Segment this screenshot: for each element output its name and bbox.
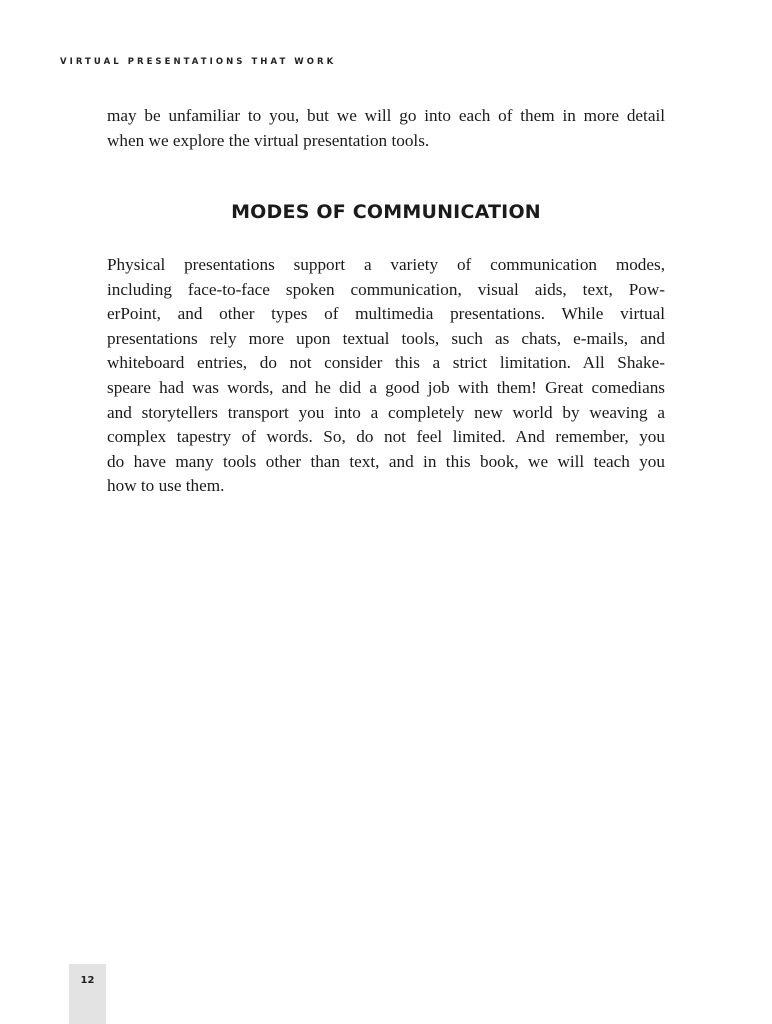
running-head: VIRTUAL PRESENTATIONS THAT WORK <box>60 57 337 67</box>
text-line: do have many tools other than text, and in this book, we will teach you <box>107 451 665 471</box>
page-number: 12 <box>80 975 95 986</box>
text-line: when we explore the virtual presentation tools. <box>107 130 430 150</box>
page-number-tab <box>69 964 106 1024</box>
section-heading: MODES OF COMMUNICATION <box>231 201 541 223</box>
text-line: including face-to-face spoken communication, visual aids, text, Pow- <box>107 279 665 299</box>
text-line: speare had was words, and he did a good job with them! Great comedians <box>107 377 665 397</box>
text-line: Physical presentations support a variety of communication modes, <box>107 255 665 274</box>
text-line: and storytellers transport you into a completely new world by weaving a <box>107 402 665 422</box>
intro-paragraph <box>107 104 665 153</box>
text-line: how to use them. <box>107 476 225 496</box>
text-line: presentations rely more upon textual tools, such as chats, e-mails, and <box>107 328 665 348</box>
body-paragraph <box>107 253 665 499</box>
text-line: complex tapestry of words. So, do not feel limited. And remember, you <box>107 427 665 447</box>
text-line: whiteboard entries, do not consider this a strict limitation. All Shake- <box>107 353 665 373</box>
text-line: may be unfamiliar to you, but we will go into each of them in more detail <box>107 106 665 125</box>
text-line: erPoint, and other types of multimedia presentations. While virtual <box>107 304 665 324</box>
